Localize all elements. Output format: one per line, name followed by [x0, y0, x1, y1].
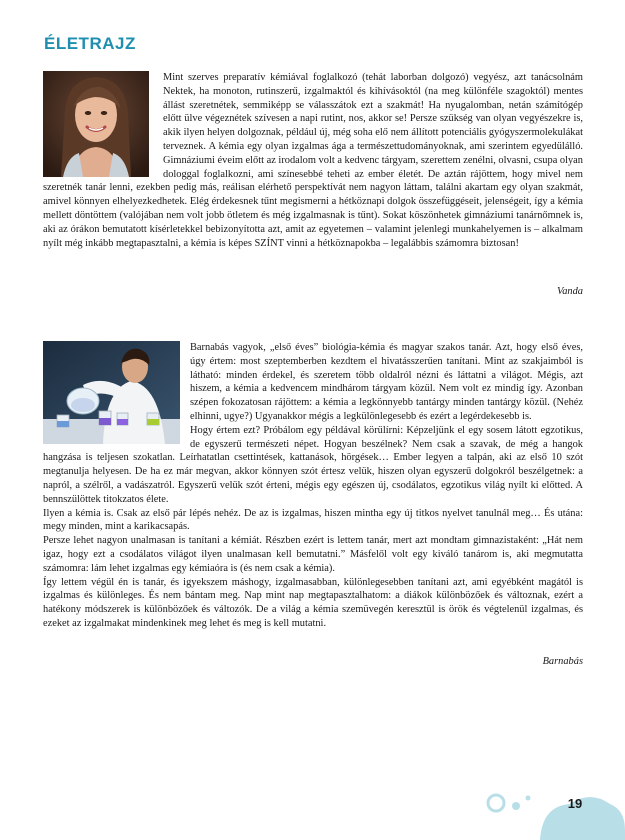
paragraph: Persze lehet nagyon unalmasan is tanítani a kémiát. Részben ezért is lettem tanár, mert azt mondtam gimnazistaként: „Hát nem igaz, hogy ezt a csodálatos világot ilyen unalmasan kell bemutatni.” Másfelől volt egy kiváló tanárom is, aki megmutatta számomra: lám lehet izgalmas egy kémiaóra is (és nem csak a kémia).	[43, 535, 583, 574]
page-title: ÉLETRAJZ	[44, 34, 136, 53]
signature-barnabas: Barnabás	[542, 656, 583, 667]
paragraph: Barnabás vagyok, „első éves” biológia-kémia és magyar szakos tanár. Azt, hogy első éves, úgy értem: most szeptemberben kezdtem el hivatásszerűen tanítani. Mint az szakjaimból is látható: minden érdekel, és szeretem több oldalról nézni és láttatni a világot. Mégis, azt hiszem, a kémia a kedvencem mindhárom tárgyam közül. Nem volt ez mindig így. Azonban szépen fokozatosan rájöttem: a kémia a legkönnyebb tantárgy minden tantárgy közül. (Nehéz elhinni, ugye?) Ugyanakkor mégis a legkülönlegesebb és ezért a legérdekesebb is.	[190, 342, 583, 422]
paragraph: Hogy értem ezt? Próbálom egy példával körülírni: Képzeljünk el egy sosem látott egzotikus, de egyszerű természeti népet. Hogyan beszélnek? Nem csak a szavak, de még a hangok hangzása is teljesen szokatlan. Leírhatatlan csettintések, kattanások, hörgések… Ember legyen a talpán, aki az első 10 szót megtanulja helyesen. De ha ez már megvan, akkor könnyen szót értesz velük, hiszen olyan egyszerű dolgokról beszélgetnek: a napról, a szélről, a vadászatról. Egyszerű velük szót érteni, mégis egy egészen új, csodálatos, egzotikus világ nyílt ki előtted. A bennszülöttek titokzatos élete.	[43, 424, 583, 505]
page-number: 19	[567, 796, 583, 811]
paragraph: Így lettem végül én is tanár, és igyekszem máshogy, izgalmasabban, különlegesebben tanítani azt, ami egyébként magától is izgalmas és különleges. És nem bántam meg. Nap mint nap megtapasztalhatom: a diákok különbözőek és változnak, ezért a hatékony módszerek is különbözőek és változók. De a világ a kémia szemüvegén keresztül is örök és végtelenül izgalmas, és ezeket az izgalmakat mindenkinek meg lehet és meg is kell mutatni.	[43, 576, 583, 629]
paragraph: Mint szerves preparatív kémiával foglalkozó (tehát laborban dolgozó) vegyész, azt tanácsolnám Nektek, ha monoton, rutinszerű, izgalmaktól és kihívásoktól (na meg különféle szagoktól) mentes állást szeretnétek, semmiképp se válasszátok ezt a szakmát! Ha nyugalomban, netán számítógép előtt ülve végeznétek szívesen a napi rutint, nos, akkor se! Persze szükség van olyan vegyészekre is, akik ilyen helyen dolgoznak, például új, még soha elő nem állított potenciális gyógyszermolekulákat terveznek. A kémia egy olyan izgalmas ága a természettudományoknak, ami szerintem egyedülálló. Gimnáziumi éveim előtt az irodalom volt a kedvenc tárgyam, szerettem zenélni, olvasni, csupa olyan dologgal foglalkozni, ami színesebbé teheti az ember életét. De aztán rájöttem, hogy mivel nem szeretnék tanár lenni, ezekben pedig más, reálisan elérhető perspektívát nem nagyon láttam, találni akartam egy olyan szakmát, amivel könnyen elhelyezkedhetek. Elég érdekesnek tűnt megismerni a hétköznapi dolgok összefüggéseit, jelenségeit, így a kémia mellett döntöttem (valójában nem volt jobb ötletem és még izgalmasnak is tűnt). Sokat köszönhetek gimnáziumi tanárnőmnek is, aki az órákon bemutatott kísérletekkel bebizonyította azt, amit az egyetemen – valamint jelenlegi munkahelyemen is – alkalmam nyílt még inkább megtapasztalni, a kémia is képes SZÍNT vinni a hétköznapokba – legalábbis számomra biztosan!	[43, 72, 583, 249]
biography-barnabas	[43, 341, 583, 631]
signature-vanda: Vanda	[557, 286, 583, 297]
paragraph: Ilyen a kémia is. Csak az első pár lépés nehéz. De az is izgalmas, hiszen mintha egy új titkos nyelvet tanulnál meg… És utána: megy minden, mint a karikacsapás.	[43, 507, 583, 533]
biography-vanda	[43, 71, 583, 250]
bubble-decoration	[470, 770, 625, 840]
